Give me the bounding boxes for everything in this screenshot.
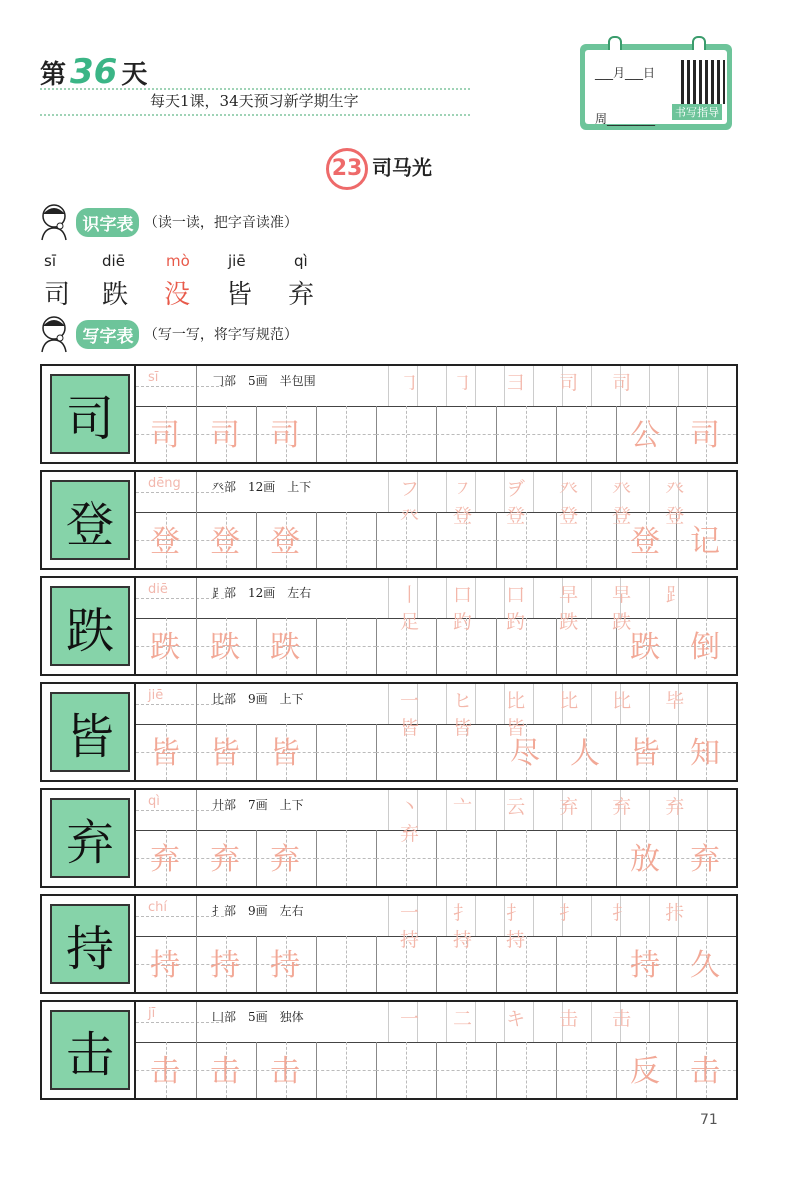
target-char: 司 (50, 374, 130, 454)
trace-char: 登 (270, 524, 300, 559)
day-suffix: 天 (121, 60, 148, 90)
trace-char: 皆 (210, 736, 240, 771)
char-info: 扌部 9画 左右 (212, 904, 304, 918)
grid-line (678, 1002, 679, 1042)
writing-card (40, 364, 738, 464)
word-char: 人 (570, 736, 600, 771)
grid-line (196, 1002, 197, 1042)
read-char: 跌 (102, 280, 129, 310)
stroke-order: 丨 口 口 早 早 ⻊ 足 趵 趵 跌 跌 (400, 584, 699, 633)
grid-line (649, 1002, 650, 1042)
grid-line (388, 684, 389, 724)
grid-guide (376, 964, 436, 965)
trace-char: 弃 (150, 842, 180, 877)
char-info: 比部 9画 上下 (212, 692, 304, 706)
stroke-order: 丶 亠 云 弃 弃 弃 弃 (400, 796, 699, 845)
word-char: 尽 (510, 736, 540, 771)
lesson-number: 23 (326, 148, 368, 190)
grid-line (388, 896, 389, 936)
char-info: 癶部 12画 上下 (212, 480, 312, 494)
thinking-kid-icon (36, 202, 78, 242)
grid-guide (316, 964, 376, 965)
char-pinyin: sī (148, 370, 159, 385)
read-char: 弃 (288, 280, 315, 310)
trace-char: 司 (270, 418, 300, 453)
read-char: 皆 (226, 280, 253, 310)
pinyin: diē (102, 252, 125, 270)
grid-guide (436, 646, 496, 647)
char-info: 凵部 5画 独体 (212, 1010, 304, 1024)
read-char: 司 (44, 280, 71, 310)
pinyin: qì (294, 252, 308, 270)
char-info: 𠃌部 5画 半包围 (212, 374, 316, 388)
target-char: 登 (50, 480, 130, 560)
trace-char: 持 (210, 948, 240, 983)
practice-grid[interactable] (136, 1002, 736, 1098)
grid-line (388, 472, 389, 512)
word-char: 倒 (690, 630, 720, 665)
grid-guide (376, 646, 436, 647)
char-pinyin: jiē (148, 688, 164, 703)
writing-card (40, 894, 738, 994)
grid-guide (316, 858, 376, 859)
thinking-kid-icon (36, 314, 78, 354)
day-subtitle: 每天1课，34天预习新学期生字 (150, 92, 359, 110)
grid-line (196, 472, 197, 512)
practice-grid[interactable] (136, 684, 736, 780)
target-char: 跌 (50, 586, 130, 666)
grid-guide (436, 540, 496, 541)
day-prefix: 第 (40, 60, 67, 90)
day-title (40, 52, 147, 92)
practice-grid[interactable] (136, 896, 736, 992)
trace-char: 持 (270, 948, 300, 983)
trace-char: 跌 (210, 630, 240, 665)
grid-guide (316, 752, 376, 753)
trace-char: 司 (210, 418, 240, 453)
date-card (580, 44, 732, 130)
trace-char: 登 (150, 524, 180, 559)
char-info: ⻊部 12画 左右 (212, 586, 312, 600)
word-char: 皆 (630, 736, 660, 771)
char-pinyin: jī (148, 1006, 156, 1021)
grid-guide (376, 434, 436, 435)
grid-guide (436, 434, 496, 435)
target-char: 持 (50, 904, 130, 984)
grid-guide (556, 858, 616, 859)
grid-guide (496, 434, 556, 435)
grid-guide (376, 1070, 436, 1071)
grid-guide (376, 540, 436, 541)
week-line: 周________ (595, 112, 656, 126)
qr-code-icon[interactable] (681, 60, 725, 104)
page-number: 71 (700, 1112, 718, 1128)
grid-guide (496, 646, 556, 647)
grid-guide (496, 1070, 556, 1071)
trace-char: 持 (150, 948, 180, 983)
writing-card (40, 1000, 738, 1100)
section-write-label: 写字表 (76, 320, 139, 349)
trace-char: 弃 (270, 842, 300, 877)
practice-grid[interactable] (136, 578, 736, 674)
stroke-order: 一 二 キ 击 击 (400, 1008, 646, 1030)
grid-guide (556, 646, 616, 647)
grid-guide (556, 540, 616, 541)
practice-grid[interactable] (136, 366, 736, 462)
word-char: 登 (630, 524, 660, 559)
char-info: 廾部 7画 上下 (212, 798, 304, 812)
target-char: 弃 (50, 798, 130, 878)
trace-char: 跌 (270, 630, 300, 665)
char-pinyin: qì (148, 794, 160, 809)
divider (40, 114, 470, 116)
word-char: 公 (630, 418, 660, 453)
grid-guide (376, 858, 436, 859)
grid-guide (496, 858, 556, 859)
grid-line (196, 366, 197, 406)
section-write-note: （写一写，将字写规范） (143, 327, 298, 343)
trace-char: 弃 (210, 842, 240, 877)
day-number: 36 (70, 52, 118, 92)
grid-guide (316, 434, 376, 435)
lesson-title (326, 148, 432, 190)
grid-line (196, 578, 197, 618)
trace-char: 司 (150, 418, 180, 453)
trace-char: 皆 (150, 736, 180, 771)
section-write-header (36, 314, 298, 354)
qr-caption: 书写指导 (672, 104, 722, 120)
grid-guide (496, 964, 556, 965)
grid-line (196, 896, 197, 936)
grid-line (388, 578, 389, 618)
grid-guide (316, 646, 376, 647)
grid-line (707, 366, 708, 406)
pinyin-guide (136, 810, 224, 811)
pinyin: jiē (228, 252, 246, 270)
char-pinyin: chí (148, 900, 167, 915)
writing-card (40, 470, 738, 570)
word-char: 击 (690, 1054, 720, 1089)
word-char: 放 (630, 842, 660, 877)
grid-line (388, 1002, 389, 1042)
section-read-label: 识字表 (76, 208, 139, 237)
writing-card (40, 576, 738, 676)
pinyin-guide (136, 1022, 224, 1023)
grid-guide (316, 540, 376, 541)
word-char: 司 (690, 418, 720, 453)
stroke-order: 一 ヒ 比 比 比 毕 皆 皆 皆 (400, 690, 699, 739)
grid-guide (436, 964, 496, 965)
practice-grid[interactable] (136, 472, 736, 568)
lesson-name: 司马光 (372, 155, 432, 180)
writing-card (40, 682, 738, 782)
word-char: 持 (630, 948, 660, 983)
char-pinyin: dēng (148, 476, 181, 491)
pinyin: sī (44, 252, 56, 270)
grid-line (388, 366, 389, 406)
trace-char: 击 (270, 1054, 300, 1089)
word-char: 跌 (630, 630, 660, 665)
practice-grid[interactable] (136, 790, 736, 886)
grid-guide (556, 1070, 616, 1071)
grid-guide (436, 1070, 496, 1071)
word-char: 弃 (690, 842, 720, 877)
stroke-order: 一 扌 扌 扌 扌 拤 持 持 持 (400, 902, 699, 951)
grid-guide (556, 964, 616, 965)
trace-char: 跌 (150, 630, 180, 665)
stroke-order: フ ㇇ ヺ 癶 癶 癶 癶 登 登 登 登 登 (400, 478, 699, 527)
grid-guide (376, 752, 436, 753)
grid-guide (436, 752, 496, 753)
pinyin-guide (136, 386, 224, 387)
read-char: 没 (164, 280, 191, 310)
grid-guide (496, 540, 556, 541)
section-read-note: （读一读，把字音读准） (143, 215, 298, 231)
target-char: 击 (50, 1010, 130, 1090)
pinyin-guide (136, 916, 224, 917)
word-char: 知 (690, 736, 720, 771)
grid-line (196, 790, 197, 830)
target-char: 皆 (50, 692, 130, 772)
word-char: 久 (690, 948, 720, 983)
date-line: ___月___日 (595, 66, 656, 80)
trace-char: 皆 (270, 736, 300, 771)
writing-card (40, 788, 738, 888)
pinyin-guide (136, 492, 224, 493)
grid-line (196, 684, 197, 724)
grid-line (707, 1002, 708, 1042)
grid-line (388, 790, 389, 830)
trace-char: 击 (210, 1054, 240, 1089)
char-pinyin: diē (148, 582, 168, 597)
grid-guide (316, 1070, 376, 1071)
word-char: 记 (690, 524, 720, 559)
pinyin-guide (136, 704, 224, 705)
pinyin: mò (166, 252, 190, 270)
grid-guide (556, 434, 616, 435)
section-read-header (36, 202, 298, 242)
trace-char: 登 (210, 524, 240, 559)
grid-guide (436, 858, 496, 859)
trace-char: 击 (150, 1054, 180, 1089)
stroke-order: ㇆ ㇆ 彐 司 司 (400, 372, 646, 394)
grid-line (678, 366, 679, 406)
grid-line (649, 366, 650, 406)
word-char: 反 (630, 1054, 660, 1089)
pinyin-guide (136, 598, 224, 599)
